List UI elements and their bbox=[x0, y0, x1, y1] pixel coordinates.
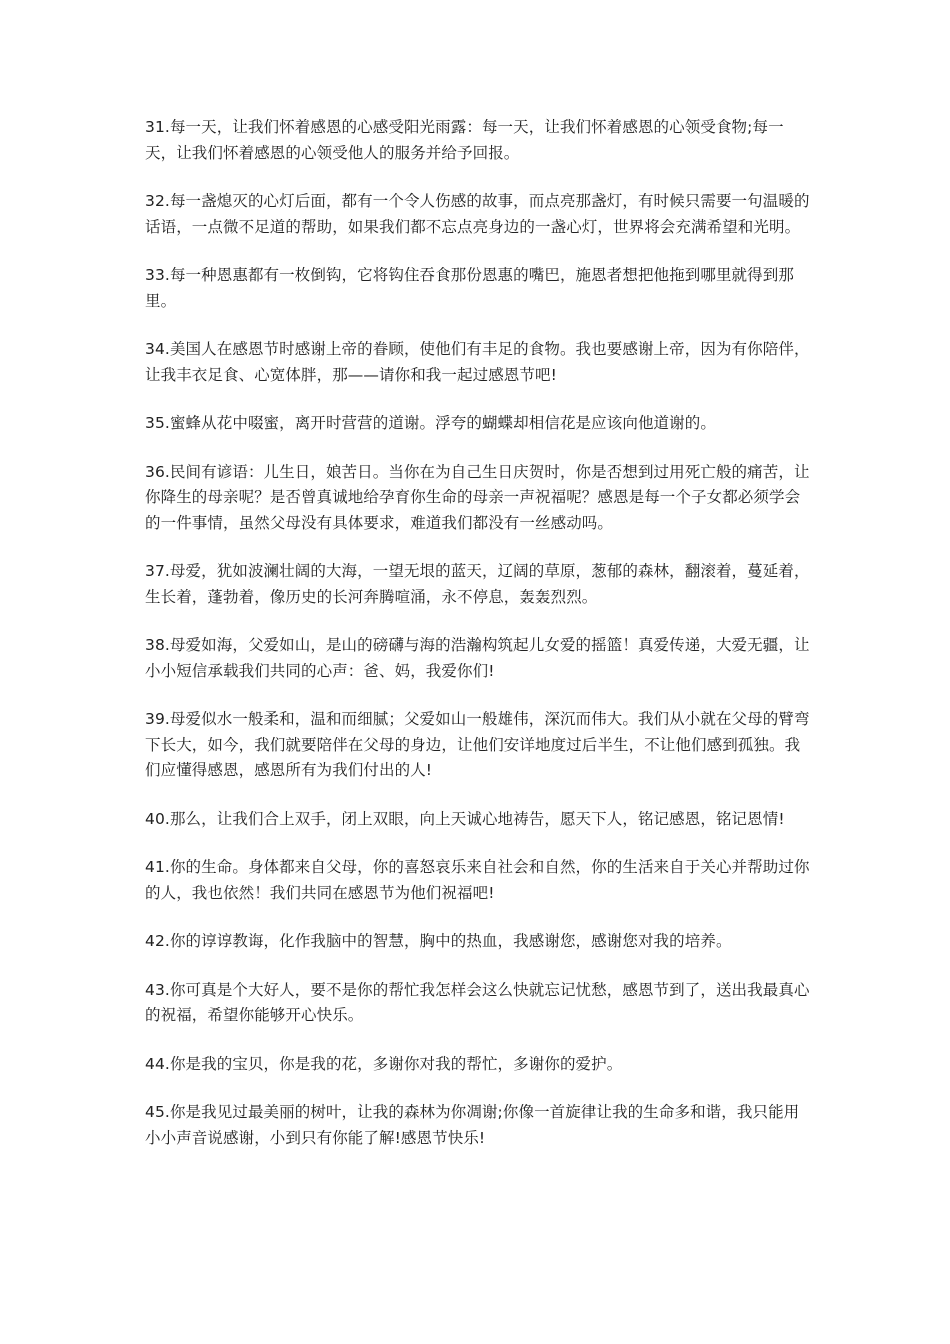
paragraph-32: 32.每一盏熄灭的心灯后面，都有一个令人伤感的故事，而点亮那盏灯，有时候只需要一句温暖的话语，一点微不足道的帮助，如果我们都不忘点亮身边的一盏心灯，世界将会充满希望和光明。 bbox=[145, 192, 810, 236]
paragraph-40: 40.那么，让我们合上双手，闭上双眼，向上天诚心地祷告，愿天下人，铭记感恩，铭记恩情! bbox=[145, 809, 785, 828]
paragraph-37: 37.母爱，犹如波澜壮阔的大海，一望无垠的蓝天，辽阔的草原，葱郁的森林，翻滚着，蔓延着，生长着，蓬勃着，像历史的长河奔腾喧涌，永不停息，轰轰烈烈。 bbox=[145, 562, 810, 606]
paragraph-31: 31.每一天，让我们怀着感恩的心感受阳光雨露：每一天，让我们怀着感恩的心领受食物;每一天，让我们怀着感恩的心领受他人的服务并给予回报。 bbox=[145, 118, 784, 162]
paragraph-36: 36.民间有谚语：儿生日，娘苦日。当你在为自己生日庆贺时，你是否想到过用死亡般的痛苦，让你降生的母亲呢？是否曾真诚地给孕育你生命的母亲一声祝福呢？感恩是每一个子女都必须学会的一件事情，虽然父母没有具体要求，难道我们都没有一丝感动吗。 bbox=[145, 462, 810, 532]
paragraph-39: 39.母爱似水一般柔和，温和而细腻；父爱如山一般雄伟，深沉而伟大。我们从小就在父母的臂弯下长大，如今，我们就要陪伴在父母的身边，让他们安详地度过后半生，不让他们感到孤独。我们应懂得感恩，感恩所有为我们付出的人! bbox=[145, 710, 810, 779]
paragraph-44: 44.你是我的宝贝，你是我的花，多谢你对我的帮忙，多谢你的爱护。 bbox=[145, 1054, 623, 1073]
paragraph-34: 34.美国人在感恩节时感谢上帝的眷顾，使他们有丰足的食物。我也要感谢上帝，因为有你陪伴，让我丰衣足食、心宽体胖，那——请你和我一起过感恩节吧! bbox=[145, 340, 810, 384]
paragraph-41: 41.你的生命。身体都来自父母，你的喜怒哀乐来自社会和自然，你的生活来自于关心并帮助过你的人，我也依然！我们共同在感恩节为他们祝福吧! bbox=[145, 858, 810, 902]
paragraph-42: 42.你的谆谆教诲，化作我脑中的智慧，胸中的热血，我感谢您，感谢您对我的培养。 bbox=[145, 932, 732, 950]
paragraph-35: 35.蜜蜂从花中啜蜜，离开时营营的道谢。浮夸的蝴蝶却相信花是应该向他道谢的。 bbox=[145, 414, 716, 432]
paragraph-33: 33.每一种恩惠都有一枚倒钩，它将钩住吞食那份恩惠的嘴巴，施恩者想把他拖到哪里就得到那里。 bbox=[145, 266, 794, 310]
paragraph-38: 38.母爱如海，父爱如山，是山的磅礴与海的浩瀚构筑起儿女爱的摇篮！真爱传递，大爱无疆，让小小短信承载我们共同的心声：爸、妈，我爱你们! bbox=[145, 636, 810, 680]
document-body bbox=[145, 115, 810, 1174]
paragraph-45: 45.你是我见过最美丽的树叶，让我的森林为你凋谢;你像一首旋律让我的生命多和谐，我只能用小小声音说感谢，小到只有你能了解!感恩节快乐! bbox=[145, 1103, 800, 1147]
paragraph-43: 43.你可真是个大好人，要不是你的帮忙我怎样会这么快就忘记忧愁，感恩节到了，送出我最真心的祝福，希望你能够开心快乐。 bbox=[145, 980, 810, 1024]
